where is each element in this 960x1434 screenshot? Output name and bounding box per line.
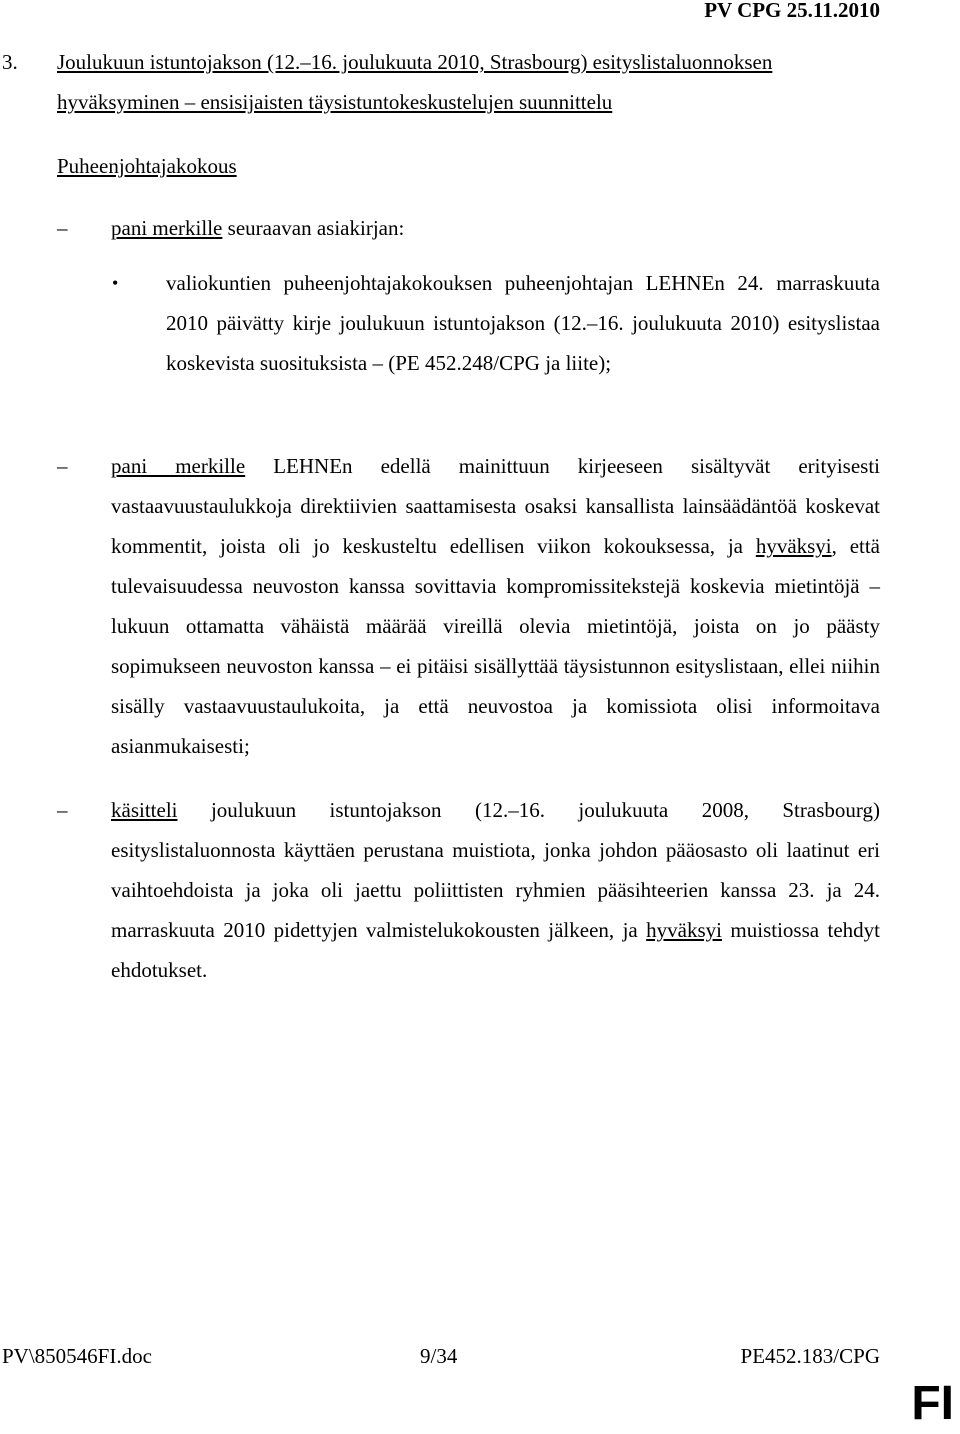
bullet-text: valiokuntien puheenjohtajakokouksen puheenjohtajan LEHNEn 24. marraskuuta 2010 päivätty kirje joulukuun istuntojakson (12.–16. joulukuuta 2010) esityslistaa koskevista suosituksista – (PE 452.248/CPG ja liite); [166,271,880,375]
dash-marker: – [57,454,68,478]
footer-reference: PE452.183/CPG [740,1344,880,1368]
action-verb: hyväksyi [646,918,722,942]
footer-filename: PV\850546FI.doc [2,1344,152,1368]
item-body: seuraavan asiakirjan: [222,216,405,240]
action-verb: hyväksyi [755,534,832,558]
section-title: Joulukuun istuntojakson (12.–16. joulukuuta 2010, Strasbourg) esityslistaluonnoksen hyväksyminen – ensisijaisten täysistuntokeskustelujen suunnittelu [57,50,773,114]
bullet-marker: • [112,273,119,293]
item-body: LEHNEn edellä mainittuun kirjeeseen sisältyvät erityisesti vastaavuustaulukkoja direktiivien saattamisesta osaksi kansallista lainsäädäntöä koskevat kommentit, joista oli jo keskusteltu edellisen viikon kokouksessa, ja [111,454,880,558]
item-body: joulukuun istuntojakson (12.–16. joulukuuta 2008, Strasbourg) esityslistaluonnosta käyttäen perustana muistiota, jonka johdon pääosasto oli laatinut eri vaihtoehdoista ja joka oli jaettu poliittisten ryhmien pääsihteerien kanssa 23. ja 24. marraskuuta 2010 pidettyjen valmistelukokousten jälkeen, ja [111,798,880,942]
action-verb: käsitteli [111,798,178,822]
section-number: 3. [2,50,18,74]
item-body: , että tulevaisuudessa neuvoston kanssa sovittavia kompromissitekstejä koskevia mietintöjä – lukuun ottamatta vähäistä määrää vireillä olevia mietintöjä, joista on jo päästy sopimukseen neuvoston kanssa – ei pitäisi sisällyttää täysistunnon esityslistaan, ellei niihin sisälly vastaavuustaulukoita, ja että neuvostoa ja komissiota olisi informoitava asianmukaisesti; [111,534,881,758]
document-reference-header: PV CPG 25.11.2010 [704,0,880,22]
dash-marker: – [57,216,68,240]
language-code: FI [911,1377,954,1430]
list-item-text [111,208,880,248]
action-verb: pani merkille [111,216,223,240]
page-footer [0,1336,880,1376]
action-verb: pani merkille [111,454,246,478]
dash-marker: – [57,798,68,822]
item-body: muistiossa tehdyt ehdotukset. [111,918,880,982]
subheading: Puheenjohtajakokous [57,154,237,178]
list-item-text [111,790,880,990]
list-item-text [111,446,880,766]
footer-page-number: 9/34 [420,1344,458,1368]
